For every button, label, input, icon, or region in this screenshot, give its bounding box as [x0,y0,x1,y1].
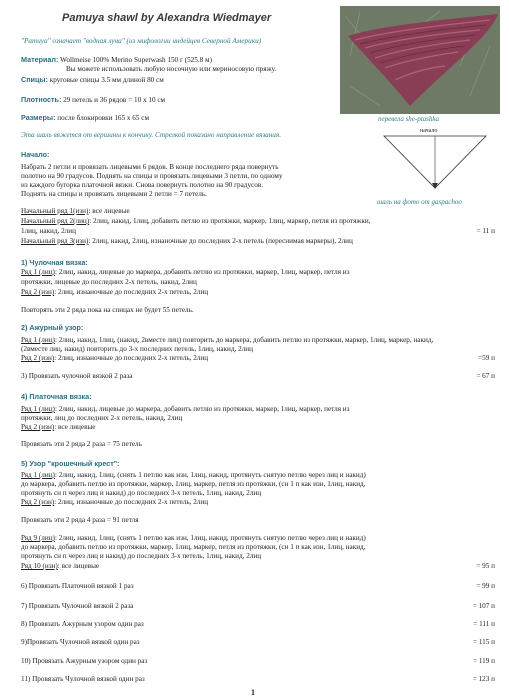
photo-caption: перевела she-ptashka [378,115,440,123]
materials-value: Wollmeise 100% Merino Superwash 150 г (525.8 м) [60,56,212,64]
step-count: = 111 п [473,620,495,628]
step-row [21,675,495,684]
s5-row1 [21,471,366,480]
s4-row2 [21,423,96,432]
page-number: 1 [251,688,255,697]
start-row1-text: : все лицевые [88,207,130,215]
s5-row10-label: Ряд 10 (изн) [21,562,58,570]
s1-row1 [21,268,350,277]
step-row [21,638,495,647]
step-text: 7) Провязать Чулочной вязкой 2 раза [21,602,134,610]
s2-row1-label: Ряд 1 (лиц) [21,336,55,344]
s2-row2-text: : 2лиц, изнаночные до последних 2-х петель, 2лиц [54,354,209,362]
s5-row1-cont1: до маркера, добавить петлю из протяжки, маркер, 1лиц, маркер, петля из протяжки, (сн 1 п как изн, 1лиц, накид, [21,480,366,488]
s4-row1-text: : 2лиц, накид, лицевые до маркера, добавить петлю из протяжки, маркер, 1лиц, маркер, петля из [54,405,350,413]
s5-row9-text: : 2лиц, накид, 1лиц, (снять 1 петлю как изн, 1лиц, накид, протянуть снятую петлю через лиц и накид) [54,534,366,542]
s5-note: Провязать эти 2 ряда 4 раза = 91 петля [21,516,139,524]
s5-row10 [21,562,495,571]
size-row [21,113,149,123]
start-row3 [21,237,353,246]
s1-row1-text: : 2лиц, накид, лицевые до маркера, добавить петлю из протяжки, маркер, 1лиц, маркер, петля из [54,268,350,276]
s5-row9-cont1: до маркера, добавить петлю из протяжки, маркер, 1лиц, маркер, петля из протяжки, (сн 1 п как изн, 1лиц, накид, [21,543,366,551]
s5-row1-label: Ряд 1 (лиц) [21,471,55,479]
s5-row10-text: : все лицевые [57,562,100,570]
s4-row1-cont: протяжки, лиц до последних 2-х петель, накид, 2лиц [21,414,183,422]
needles-value: круговые спицы 3.5 мм длиной 80 см [49,76,164,84]
step-3 [21,372,495,381]
s5-row1-cont2: протянуть сн п через лиц и накид) до последних 3-х петель, 1лиц, накид, 2лиц [21,489,262,497]
gauge-row [21,95,165,105]
step-row [21,657,495,666]
s5-heading: 5) Узор "крошечный крест": [21,459,120,468]
s4-heading: 4) Платочная вязка: [21,392,92,401]
needles-label: Спицы: [21,75,48,84]
size-label: Размеры: [21,113,56,122]
s5-row1-text: : 2лиц, накид, 1лиц, (снять 1 петлю как изн, 1лиц, накид, протянуть снятую петлю через лиц и накид) [54,471,366,479]
s5-row10-count: = 95 п [476,562,495,570]
s5-row2-label: Ряд 2 (изн) [21,498,55,506]
step-3-text: 3) Провязать чулочной вязкой 2 раза [21,372,133,380]
diagram-start-label: начало [420,128,438,134]
s1-row1-cont: протяжки, лицевые до последних 2-х петель, накид, 2лиц [21,278,197,286]
start-row2-cont-text: 1лиц, накид, 2лиц [21,227,76,235]
materials-row [21,55,212,65]
s1-heading: 1) Чулочная вязка: [21,258,88,267]
s1-row2 [21,288,208,297]
diagram-caption: шаль на фото от gaspachoo [377,198,462,206]
s2-row2-count: =59 п [478,354,495,362]
start-p1: Набрать 2 петли и провязать лицевыми 6 рядов. В конце последнего ряда повернуть [21,163,279,171]
step-count: = 107 п [472,602,495,610]
gauge-label: Плотность: [21,95,62,104]
start-p4: Поднять на спицы и провязать лицевыми 2 петли = 7 петель. [21,190,207,198]
s4-row1 [21,405,350,414]
step-row [21,582,495,591]
s4-row2-text: : все лицевые [54,423,96,431]
gauge-value: 29 петель и 36 рядов = 10 х 10 см [63,96,166,104]
step-count: = 123 п [472,675,495,683]
s5-row9-cont2: протянуть сн п через лиц и накид) до последних 3-х петель, 1лиц, накид, 2лиц [21,552,262,560]
step-row [21,620,495,629]
start-row2-text: : 2лиц, накид, 1лиц, добавить петлю из протяжки, маркер, 1лиц, маркер, петля из протяжки, [89,217,371,225]
step-count: = 119 п [472,657,495,665]
start-row2 [21,217,370,226]
step-row [21,602,495,611]
s5-row9-label: Ряд 9 (лиц) [21,534,55,542]
s2-row1 [21,336,433,345]
shawl-photo [340,6,500,114]
s2-row2 [21,354,495,363]
start-row1 [21,207,130,216]
step-text: 9)Провязать Чулочной вязкой один раз [21,638,140,646]
s1-row2-label: Ряд 2 (изн) [21,288,55,296]
shawl-diagram [380,128,490,193]
start-row2-label: Начальный ряд 2(лиц) [21,217,90,225]
start-p3: из каждого бугорка платочной вязки. Снова повернуть полотно на 90 градусов. [21,181,264,189]
step-text: 11) Провязать Чулочной вязкой один раз [21,675,145,683]
document-title: Pamuya shawl by Alexandra Wiedmayer [62,12,272,24]
subtitle: "Pamuya" означает "водная луна" (из мифологии индейцев Северной Америки) [21,37,262,45]
s2-row1-cont: (2вместе лиц, накид) повторить до 3-х последних петель, 1лиц, накид, 2лиц [21,345,253,353]
s2-heading: 2) Ажурный узор: [21,323,84,332]
step-text: 10) Провязать Ажурным узором один раз [21,657,148,665]
start-row3-text: : 2лиц, накид, 2лиц, изнаночные до последних 2-х петель (переснимая маркеры), 2лиц [88,237,353,245]
s4-row2-label: Ряд 2 (изн) [21,423,55,431]
step-count: = 115 п [472,638,495,646]
materials-label: Материал: [21,55,59,64]
size-value: после блокировки 165 х 65 см [57,114,150,122]
s1-row1-label: Ряд 1 (лиц) [21,268,55,276]
s4-note: Провязать эти 2 ряда 2 раза = 75 петель [21,440,142,448]
start-row1-label: Начальный ряд 1(изн) [21,207,89,215]
step-text: 6) Провязать Платочной вязкой 1 раз [21,582,134,590]
start-row2-count: = 11 п [476,227,495,235]
needles-row [21,75,164,85]
start-row2-cont [21,227,495,236]
s1-row2-text: : 2лиц, изнаночные до последних 2-х петель, 2лиц [54,288,209,296]
s2-row1-text: : 2лиц, накид, 1лиц, (накид, 2вместе лиц) повторить до маркера, добавить петлю из протяжки, маркер, 1лиц, маркер, накид, [54,336,434,344]
s4-row1-label: Ряд 1 (лиц) [21,405,55,413]
s2-row2-label: Ряд 2 (изн) [21,354,55,362]
start-p2: полотно на 90 градусов. Поднять на спицы и провязать лицевыми 3 петли, по одному [21,172,283,180]
step-count: = 99 п [476,582,495,590]
start-heading: Начало: [21,150,50,159]
start-row3-label: Начальный ряд 3(изн) [21,237,89,245]
s5-row2-text: : 2лиц, изнаночные до последних 2-х петель, 2лиц [54,498,209,506]
direction-note: Эта шаль вяжется от вершины к кончику. Стрелкой показано направление вязания. [21,131,282,139]
s5-row2 [21,498,208,507]
s5-row9 [21,534,366,543]
s1-note: Повторять эти 2 ряда пока на спицах не будет 55 петель. [21,306,194,314]
step-3-count: = 67 п [476,372,495,380]
materials-note: Вы можете использовать любую носочную или мериносовую пряжу. [66,65,277,73]
step-text: 8) Провязать Ажурным узором один раз [21,620,144,628]
